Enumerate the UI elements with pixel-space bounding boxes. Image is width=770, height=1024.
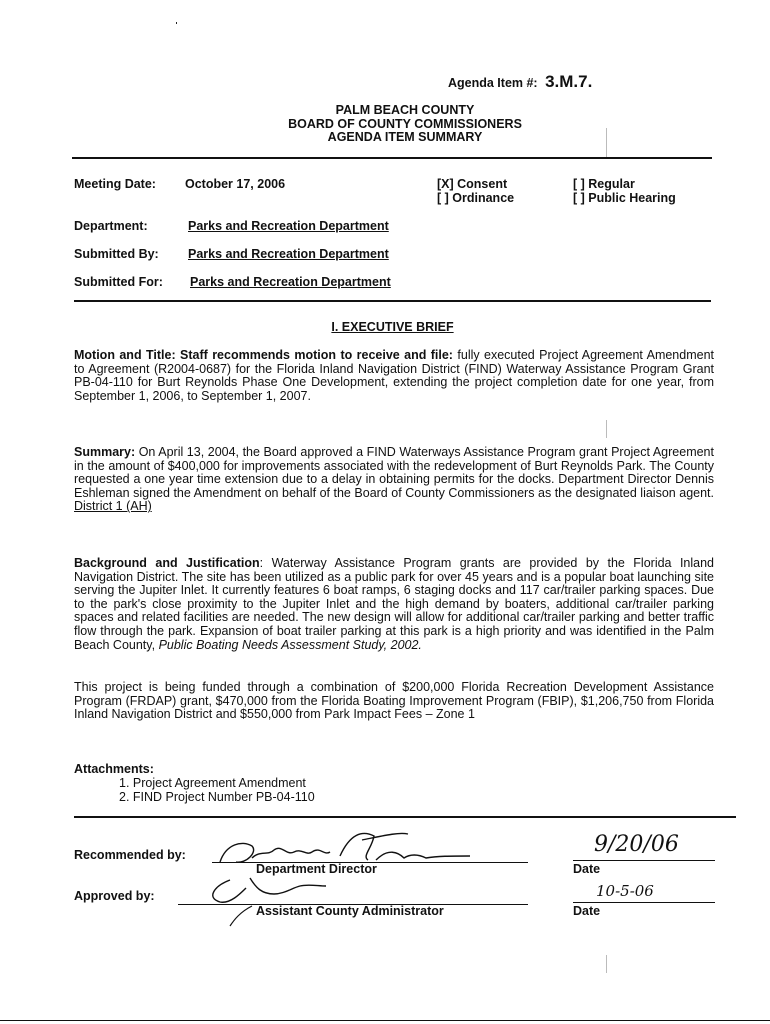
administrator-signature <box>200 872 340 928</box>
background-text: : Waterway Assistance Program grants are provided by the Florida Inland Navigation District. The site has been utilized as a public park for over 45 years and is a popular boat launching site serving the Jupiter Inlet. It currently features 6 boat ramps, 6 staging docks and 117 car/trailer parking spaces. Due to the park's close proximity to the Jupiter Inlet and the high demand by boaters, additional car/trailer parking spaces and related facilities are needed. The new design will allow for additional car/trailer parking and better traffic flow through the park. Expansion of boat trailer parking at this park is a high priority and was identified in the Palm Beach County, <box>74 556 715 652</box>
header-board: BOARD OF COUNTY COMMISSIONERS <box>288 116 522 131</box>
submitted-for-value: Parks and Recreation Department <box>190 275 391 289</box>
fields-divider <box>74 300 711 302</box>
signature-divider <box>74 816 736 818</box>
recommended-by-label: Recommended by: <box>74 848 186 862</box>
background-paragraph <box>74 557 714 652</box>
attachments-label: Attachments: <box>74 762 154 776</box>
approved-title: Assistant County Administrator <box>256 904 444 918</box>
option-consent: [X] Consent <box>437 177 508 191</box>
motion-text: fully executed Project Agreement Amendment to Agreement (R2004-0687) for the Florida Inland Navigation District (FIND) Waterway Assistance Program Grant PB-04-110 for Burt Reynolds Phase One Development, extending the project completion date for one year, from September 1, 2006, to September 1, 2007. <box>74 348 715 403</box>
summary-district: District 1 (AH) <box>74 499 152 514</box>
recommended-date-label: Date <box>573 862 601 876</box>
background-study-title: Public Boating Needs Assessment Study, 2002. <box>158 637 422 652</box>
department-label: Department: <box>74 219 148 233</box>
background-label: Background and Justification <box>74 556 260 570</box>
approved-by-label: Approved by: <box>74 889 155 903</box>
header-summary-title: AGENDA ITEM SUMMARY <box>327 130 483 145</box>
header-divider <box>72 157 712 159</box>
approved-date-line <box>573 902 715 903</box>
option-ordinance: [ ] Ordinance <box>437 191 515 205</box>
agenda-item <box>448 72 592 92</box>
submitted-for-label: Submitted For: <box>74 275 163 289</box>
meeting-date-value: October 17, 2006 <box>185 177 286 191</box>
agenda-item-label: Agenda Item #: <box>448 76 538 90</box>
summary-text: On April 13, 2004, the Board approved a FIND Waterways Assistance Program grant Project Agreement in the amount of $400,000 for improvements associated with the redevelopment of Burt Reynolds Park. The County requested a one year time extension due to a delay in obtaining permits for the docks. Department Director Dennis Eshleman signed the Amendment on behalf of the Board of County Commissioners as the designated liaison agent. <box>74 445 714 500</box>
submitted-by-label: Submitted By: <box>74 247 159 261</box>
recommended-date-line <box>573 860 715 861</box>
page-bottom-edge <box>0 1020 770 1021</box>
recommended-title: Department Director <box>256 862 377 876</box>
motion-label: Motion and Title: <box>74 348 176 362</box>
executive-brief-heading: I. EXECUTIVE BRIEF <box>331 320 454 334</box>
motion-paragraph <box>74 349 714 403</box>
document-header <box>230 104 580 145</box>
recommended-date-value: 9/20/06 <box>594 832 679 857</box>
summary-label: Summary: <box>74 445 136 459</box>
attachment-item: 2. FIND Project Number PB-04-110 <box>119 790 315 804</box>
agenda-item-number: 3.M.7. <box>545 72 593 91</box>
scan-speck <box>176 22 177 24</box>
summary-paragraph <box>74 446 714 514</box>
scan-mark <box>606 955 607 973</box>
approved-date-label: Date <box>573 904 601 918</box>
approved-date-value: 10-5-06 <box>596 882 654 900</box>
scan-mark <box>606 420 607 438</box>
meeting-date-label: Meeting Date: <box>74 177 156 191</box>
header-county: PALM BEACH COUNTY <box>335 103 475 117</box>
motion-bold: Staff recommends motion to receive and file: <box>180 348 453 362</box>
submitted-by-value: Parks and Recreation Department <box>188 247 389 261</box>
funding-paragraph: This project is being funded through a combination of $200,000 Florida Recreation Development Assistance Program (FRDAP) grant, $470,000 from the Florida Boating Improvement Program (FBIP), $1,206,750 from Florida Inland Navigation District and $550,000 from Park Impact Fees – Zone 1 <box>74 680 714 722</box>
option-regular: [ ] Regular <box>573 177 635 191</box>
scan-mark <box>606 128 607 158</box>
option-public-hearing: [ ] Public Hearing <box>573 191 676 205</box>
department-value: Parks and Recreation Department <box>188 219 389 233</box>
attachment-item: 1. Project Agreement Amendment <box>119 776 306 790</box>
